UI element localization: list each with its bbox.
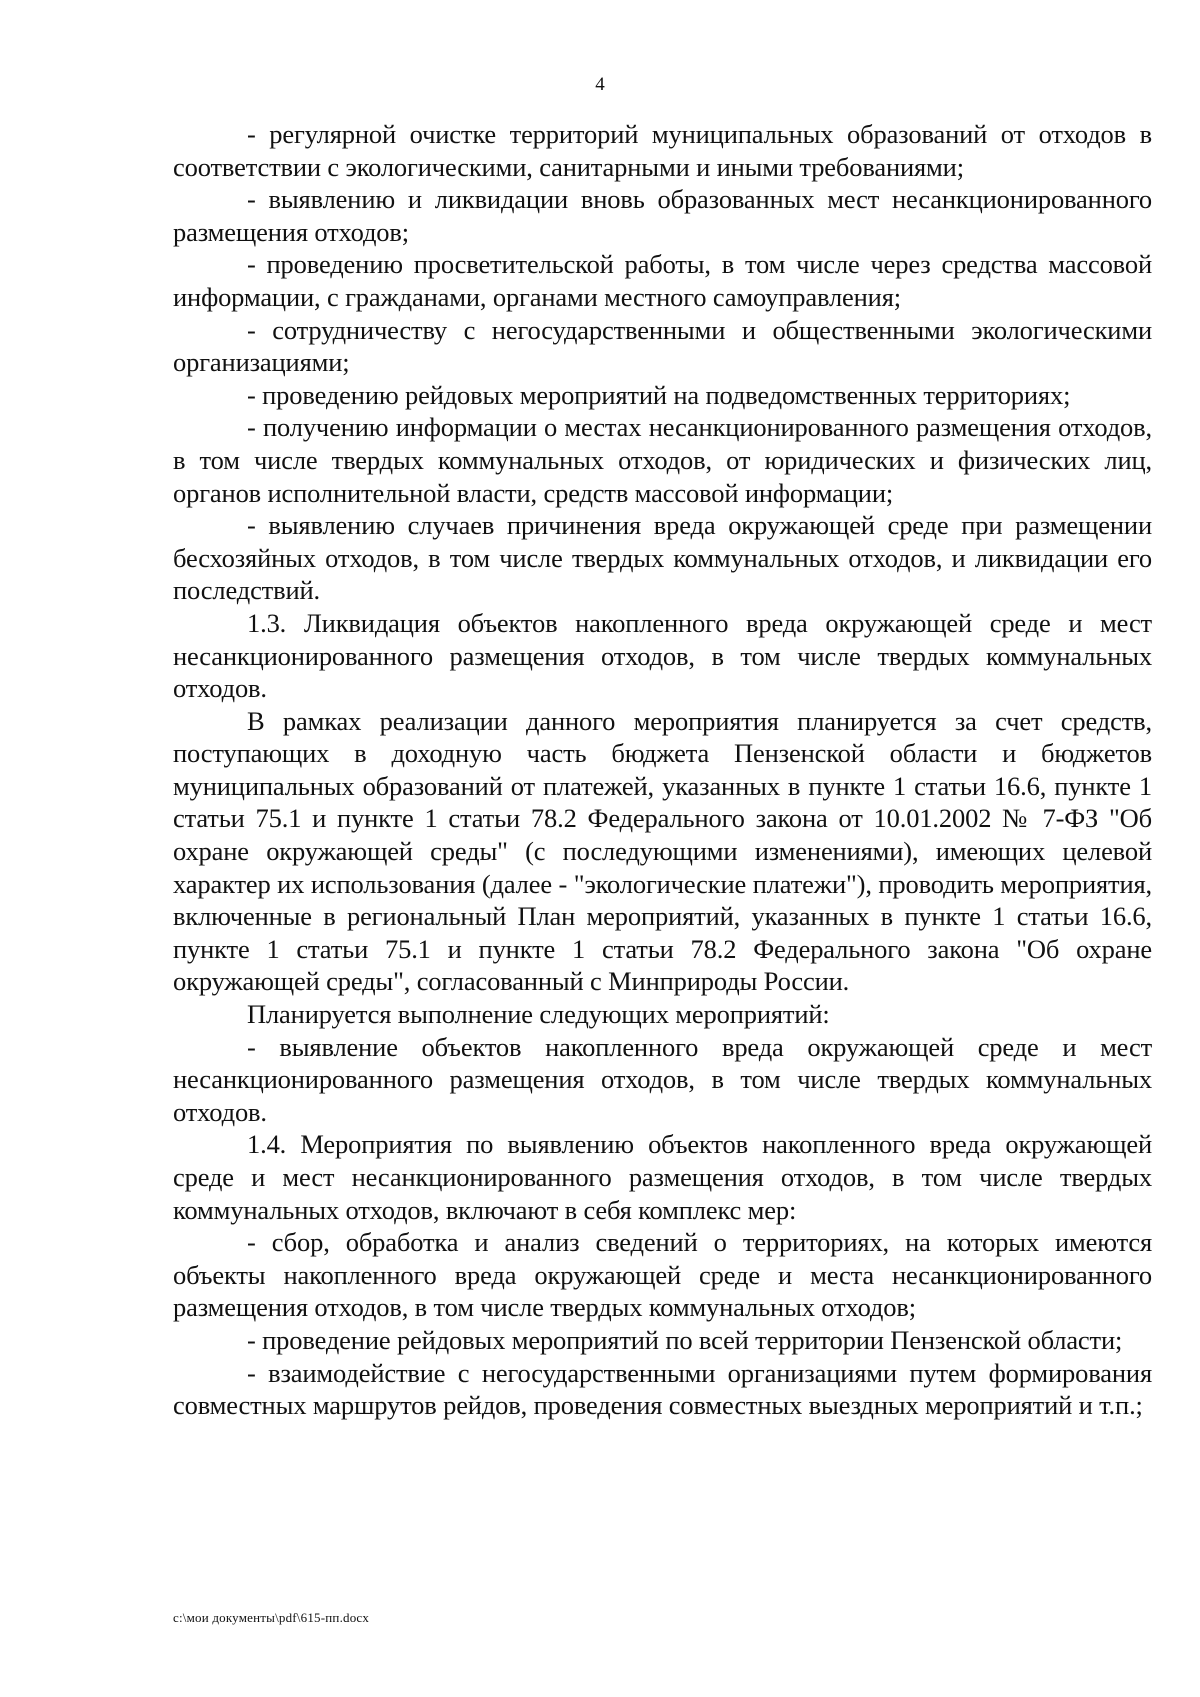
page-number: 4 xyxy=(595,74,605,95)
paragraph: - взаимодействие с негосударственными организациями путем формирования совместных маршрутов рейдов, проведения совместных выездных мероприятий и т.п.; xyxy=(173,1357,1152,1421)
paragraph: - сбор, обработка и анализ сведений о территориях, на которых имеются объекты накопленного вреда окружающей среде и места несанкционированного размещения отходов, в том числе твердых коммунальных отходов; xyxy=(173,1227,1152,1323)
paragraph: - проведению просветительской работы, в том числе через средства массовой информации, с гражданами, органами местного самоуправления; xyxy=(173,249,1152,312)
footer-file-path: c:\мои документы\pdf\615-пп.docx xyxy=(173,1610,370,1625)
paragraph: - сотрудничеству с негосударственными и общественными экологическими организациями; xyxy=(173,314,1152,378)
paragraph: Планируется выполнение следующих мероприятий: xyxy=(247,999,830,1030)
paragraph: - выявлению и ликвидации вновь образованных мест несанкционированного размещения отходов; xyxy=(173,184,1152,247)
paragraph: 1.4. Мероприятия по выявлению объектов накопленного вреда окружающей среде и мест несанкционированного размещения отходов, в том числе твердых коммунальных отходов, включают в себя комплекс мер: xyxy=(173,1129,1152,1225)
paragraph: 1.3. Ликвидация объектов накопленного вреда окружающей среде и мест несанкционированного размещения отходов, в том числе твердых коммунальных отходов. xyxy=(173,607,1152,704)
paragraph: - проведению рейдовых мероприятий на подведомственных территориях; xyxy=(247,379,1071,410)
paragraph: В рамках реализации данного мероприятия планируется за счет средств, поступающих в доходную часть бюджета Пензенской области и бюджетов муниципальных образований от платежей, указанных в пункте 1 статьи 16.6, пункте 1 статьи 75.1 и пункте 1 статьи 78.2 Федерального закона от 10.01.2002 № 7-ФЗ "Об охране окружающей среды" (с последующими изменениями), имеющих целевой характер их использования (далее - "экологические платежи"), проводить мероприятия, включенные в региональный План мероприятий, указанных в пункте 1 статьи 16.6, пункте 1 статьи 75.1 и пункте 1 статьи 78.2 Федерального закона "Об охране окружающей среды", согласованный с Минприроды России. xyxy=(173,705,1152,997)
paragraph: - получению информации о местах несанкционированного размещения отходов, в том числе твердых коммунальных отходов, от юридических и физических лиц, органов исполнительной власти, средств массовой информации; xyxy=(173,412,1152,508)
paragraph: - регулярной очистке территорий муниципальных образований от отходов в соответствии с экологическими, санитарными и иными требованиями; xyxy=(173,119,1152,182)
paragraph: - выявлению случаев причинения вреда окружающей среде при размещении бесхозяйных отходов, в том числе твердых коммунальных отходов, и ликвидации его последствий. xyxy=(173,510,1152,606)
document-body xyxy=(173,118,1152,1422)
paragraph: - проведение рейдовых мероприятий по всей территории Пензенской области; xyxy=(247,1324,1123,1355)
paragraph: - выявление объектов накопленного вреда окружающей среде и мест несанкционированного размещения отходов, в том числе твердых коммунальных отходов. xyxy=(173,1031,1152,1127)
